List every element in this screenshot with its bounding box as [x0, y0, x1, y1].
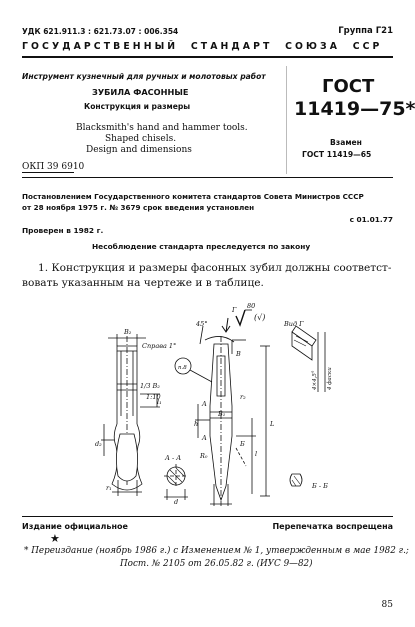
paragraph-1-line1: 1. Конструкция и размеры фасонных зубил должны соответст- [38, 262, 392, 274]
section-a-a-title: А - А [165, 454, 182, 462]
reissue-note-line2: Пост. № 2105 от 26.05.82 г. (ИУС 9—82) [120, 559, 313, 569]
reissue-note-line1: * Переиздание (ноябрь 1986 г.) с Изменением № 1, утвержденным в мае 1982 г.; [24, 546, 409, 556]
marker-a-lower: A [202, 434, 207, 442]
view-g-title: Вид Г [284, 320, 304, 328]
dim-l: l [255, 450, 258, 458]
standard-name: ЗУБИЛА ФАСОННЫЕ [92, 87, 189, 97]
view-g-arrow-label: Г [232, 306, 237, 314]
replaced-standard: ГОСТ 11419—65 [302, 150, 372, 159]
section-b-b-title: Б - Б [312, 482, 328, 490]
direction-note: Справа 1° [142, 342, 177, 350]
dim-l1: l₁ [157, 398, 162, 406]
official-edition: Издание официальное [22, 522, 128, 531]
chisel-side-view [101, 334, 160, 496]
dim-chamfer: 4×4,5° [312, 370, 318, 390]
page-number: 85 [381, 600, 393, 610]
roughness-paren: (√) [254, 313, 266, 322]
decree-line2: от 28 ноября 1975 г. № 3679 срок введения установлен [22, 203, 255, 212]
dim-d2: d₂ [95, 440, 102, 448]
decree-line1: Постановлением Государственного комитета стандартов Совета Министров СССР [22, 192, 364, 201]
dim-r0: R₀ [200, 452, 208, 460]
angle-45: 45° [196, 320, 208, 328]
standard-subtitle: Конструкция и размеры [84, 102, 191, 111]
title-rule [22, 177, 393, 178]
okp-code: ОКП 39 6910 [22, 162, 85, 172]
paragraph-1-line2: вовать указанным на чертеже и в таблице. [22, 277, 264, 289]
view-g [292, 326, 325, 392]
dim-b: B [236, 350, 241, 358]
header-rule [22, 56, 393, 58]
marker-a-upper: A [202, 400, 207, 408]
dim-l-total: L [270, 420, 275, 428]
gost-label: ГОСТ [322, 76, 375, 97]
marker-b: Б [240, 440, 245, 448]
note-callout-label: п.8 [178, 365, 187, 371]
tool-category: Инструмент кузнечный для ручных и молотовых работ [22, 72, 266, 81]
gost-number: 11419—75* [294, 98, 415, 120]
effective-date: с 01.01.77 [349, 215, 393, 224]
dim-h: h [194, 420, 199, 428]
dim-b1: B₁ [218, 410, 226, 418]
h-note: 1/3 B₂ [140, 382, 160, 390]
section-b-b [290, 474, 302, 486]
section-a-a [164, 464, 188, 500]
taper-note: 1:10 [146, 393, 161, 401]
state-standard-heading: ГОСУДАРСТВЕННЫЙ СТАНДАРТ СОЮЗА ССР [22, 41, 383, 52]
roughness-symbol [236, 310, 252, 325]
dim-d: d [174, 498, 179, 506]
reprint-prohibited: Перепечатка воспрещена [272, 522, 393, 531]
okp-underline [22, 172, 74, 173]
checked-year: Проверен в 1982 г. [22, 226, 104, 235]
group-code: Группа Г21 [338, 26, 393, 36]
english-title-line1: Blacksmith's hand and hammer tools. [76, 123, 248, 133]
dim-r1: r₁ [106, 484, 112, 492]
dim-b2: B₂ [124, 328, 132, 336]
star-mark: ★ [50, 532, 60, 545]
legal-warning: Несоблюдение стандарта преследуется по закону [92, 242, 311, 251]
chisel-front-view [195, 318, 270, 506]
english-title-line2: Shaped chisels. [105, 134, 177, 144]
title-divider [286, 66, 287, 174]
english-title-line3: Design and dimensions [86, 145, 192, 155]
chisel-technical-drawing [0, 296, 415, 506]
replaces-label: Взамен [330, 138, 362, 147]
udk-code: УДК 621.911.3 : 621.73.07 : 006.354 [22, 27, 179, 36]
dim-r2: r₂ [240, 393, 246, 401]
footer-rule [22, 516, 393, 517]
roughness-value: 80 [247, 302, 256, 310]
dim-chamfers: 4 фаски [327, 367, 333, 390]
